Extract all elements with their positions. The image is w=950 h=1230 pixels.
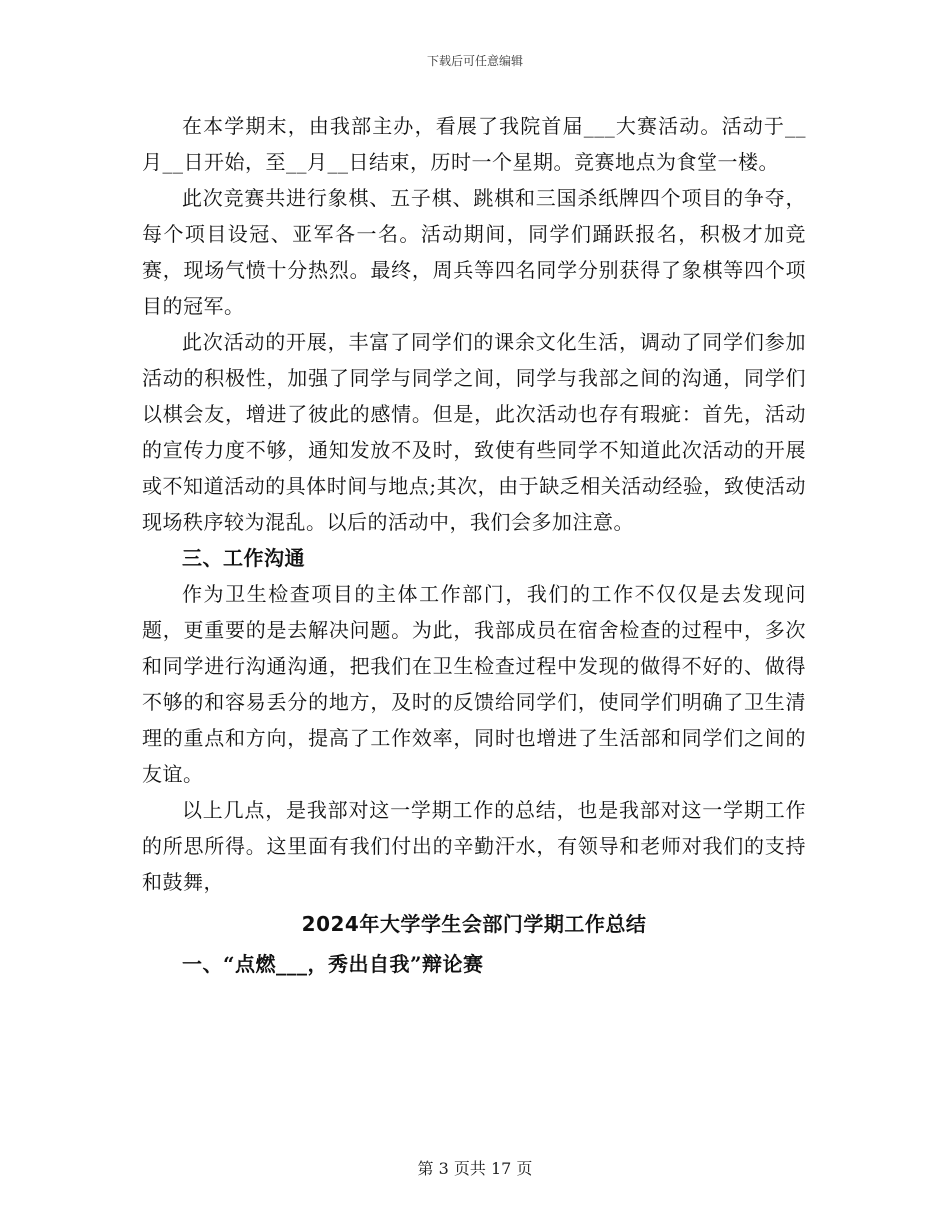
section-heading-communication: 三、工作沟通 (182, 546, 305, 570)
document-body (142, 108, 806, 982)
paragraph-activity-reflection: 此次活动的开展，丰富了同学们的课余文化生活，调动了同学们参加活动的积极性，加强了同学与同学之间，同学与我部之间的沟通，同学们以棋会友，增进了彼此的感情。但是，此次活动也存有瑕疵：首先，活动的宣传力度不够，通知发放不及时，致使有些同学不知道此次活动的开展或不知道活动的具体时间与地点;其次，由于缺乏相关活动经验，致使活动现场秩序较为混乱。以后的活动中，我们会多加注意。 (142, 330, 806, 534)
paragraph-event-intro: 在本学期末，由我部主办，看展了我院首届___大赛活动。活动于__月__日开始，至__月__日结束，历时一个星期。竞赛地点为食堂一楼。 (142, 114, 806, 174)
page-header: 下载后可任意编辑 (426, 54, 523, 68)
paragraph-conclusion: 以上几点，是我部对这一学期工作的总结，也是我部对这一学期工作的所思所得。这里面有我们付出的辛勤汗水，有领导和老师对我们的支持和鼓舞， (142, 798, 806, 894)
section-heading-debate: 一、“点燃___，秀出自我”辩论赛 (182, 952, 484, 976)
paragraph-hygiene-work: 作为卫生检查项目的主体工作部门，我们的工作不仅仅是去发现问题，更重要的是去解决问题。为此，我部成员在宿舍检查的过程中，多次和同学进行沟通沟通，把我们在卫生检查过程中发现的做得不好的、做得不够的和容易丢分的地方，及时的反馈给同学们，使同学们明确了卫生清理的重点和方向，提高了工作效率，同时也增进了生活部和同学们之间的友谊。 (142, 582, 806, 786)
page-footer: 第 3 页共 17 页 (417, 1159, 533, 1178)
document-title: 2024年大学学生会部门学期工作总结 (301, 912, 647, 936)
paragraph-competition-details: 此次竞赛共进行象棋、五子棋、跳棋和三国杀纸牌四个项目的争夺，每个项目设冠、亚军各一名。活动期间，同学们踊跃报名，积极才加竞赛，现场气愤十分热烈。最终，周兵等四名同学分别获得了象棋等四个项目的冠军。 (142, 186, 806, 318)
